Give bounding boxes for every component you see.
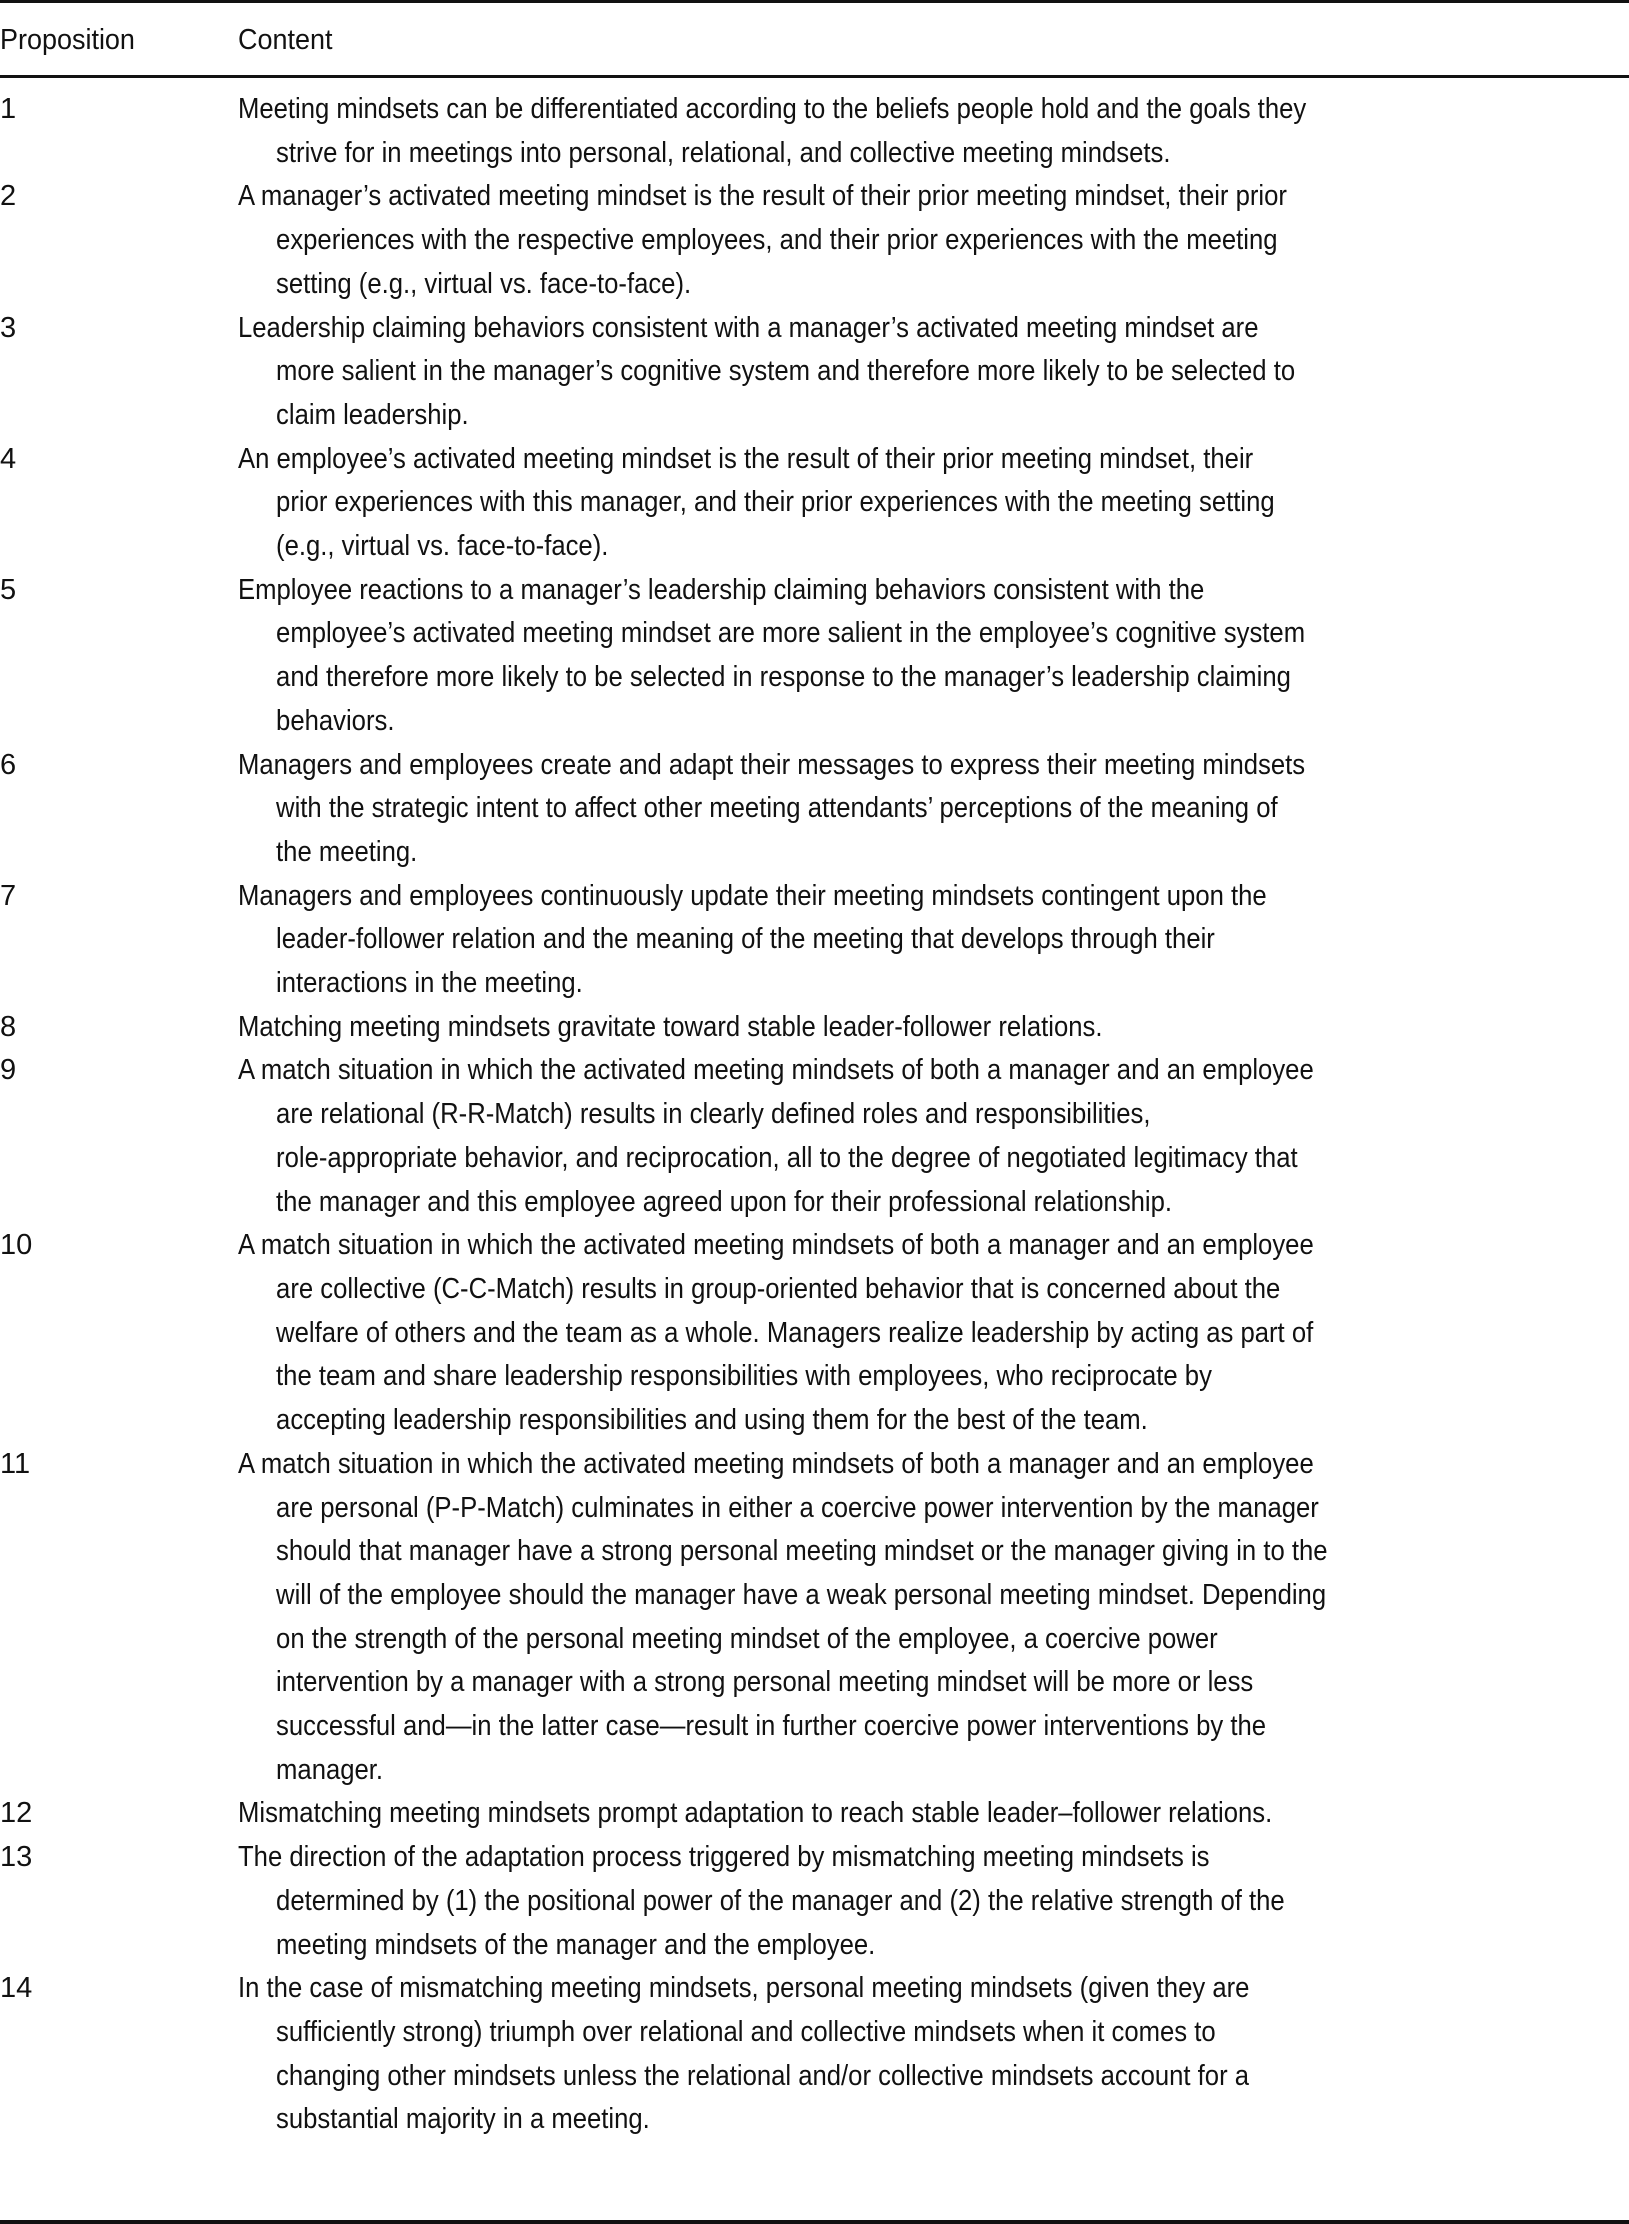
proposition-content xyxy=(238,875,1629,1006)
content-line: Meeting mindsets can be differentiated according to the beliefs people hold and the goals they xyxy=(238,93,1307,125)
proposition-content xyxy=(238,744,1629,875)
content-line: claim leadership. xyxy=(276,398,469,431)
proposition-content xyxy=(238,1836,1629,1967)
content-line: are relational (R-R-Match) results in clearly defined roles and responsibilities, xyxy=(276,1098,1151,1131)
content-line: should that manager have a strong personal meeting mindset or the manager giving in to the xyxy=(276,1535,1328,1568)
content-line: role-appropriate behavior, and reciprocation, all to the degree of negotiated legitimacy that xyxy=(276,1141,1298,1174)
content-line: A match situation in which the activated meeting mindsets of both a manager and an employee xyxy=(238,1229,1314,1262)
table-row xyxy=(0,1967,1629,2142)
proposition-content xyxy=(238,1792,1629,1836)
proposition-number: 11 xyxy=(0,1447,31,1480)
table-row xyxy=(0,438,1629,569)
content-line: the team and share leadership responsibilities with employees, who reciprocate by xyxy=(276,1360,1212,1393)
table-row xyxy=(0,1224,1629,1443)
header-proposition: Proposition xyxy=(0,24,135,56)
content-line: determined by (1) the positional power of the manager and (2) the relative strength of the xyxy=(276,1884,1285,1917)
content-line: Leadership claiming behaviors consistent with a manager’s activated meeting mindset are xyxy=(238,311,1259,344)
table-header-row xyxy=(0,18,1629,68)
content-line: The direction of the adaptation process triggered by mismatching meeting mindsets is xyxy=(238,1841,1210,1874)
content-line: meeting mindsets of the manager and the employee. xyxy=(276,1928,876,1961)
content-line: successful and—in the latter case—result in further coercive power interventions by the xyxy=(276,1710,1267,1743)
proposition-number: 9 xyxy=(0,1054,17,1087)
content-line: Managers and employees continuously update their meeting mindsets contingent upon the xyxy=(238,879,1267,912)
content-line: the meeting. xyxy=(276,835,418,868)
proposition-number: 2 xyxy=(0,180,17,213)
content-line: behaviors. xyxy=(276,704,395,737)
proposition-content xyxy=(238,307,1629,438)
table-body xyxy=(0,88,1629,2142)
table-row xyxy=(0,1006,1629,1050)
content-line: setting (e.g., virtual vs. face-to-face). xyxy=(276,267,692,300)
proposition-content xyxy=(238,569,1629,744)
proposition-content xyxy=(238,1224,1629,1443)
table-row xyxy=(0,1792,1629,1836)
content-line: Mismatching meeting mindsets prompt adaptation to reach stable leader–follower relations. xyxy=(238,1797,1273,1830)
table-row xyxy=(0,1443,1629,1793)
proposition-number: 1 xyxy=(0,93,17,125)
proposition-content xyxy=(238,175,1629,306)
proposition-content xyxy=(238,1006,1629,1050)
content-line: intervention by a manager with a strong personal meeting mindset will be more or less xyxy=(276,1666,1254,1699)
content-line: changing other mindsets unless the relational and/or collective mindsets account for a xyxy=(276,2059,1250,2092)
table-row xyxy=(0,875,1629,1006)
content-line: prior experiences with this manager, and their prior experiences with the meeting setting xyxy=(276,486,1275,519)
header-content: Content xyxy=(238,24,333,56)
content-line: substantial majority in a meeting. xyxy=(276,2103,650,2136)
content-line: employee’s activated meeting mindset are more salient in the employee’s cognitive system xyxy=(276,617,1306,650)
content-line: strive for in meetings into personal, relational, and collective meeting mindsets. xyxy=(276,136,1171,169)
content-line: An employee’s activated meeting mindset is the result of their prior meeting mindset, their xyxy=(238,442,1254,475)
content-line: more salient in the manager’s cognitive system and therefore more likely to be selected to xyxy=(276,355,1296,388)
content-line: the manager and this employee agreed upon for their professional relationship. xyxy=(276,1185,1173,1218)
proposition-content xyxy=(238,1049,1629,1224)
proposition-number: 3 xyxy=(0,311,17,344)
table-bottom-rule xyxy=(0,2220,1629,2224)
table-row xyxy=(0,175,1629,306)
content-line: accepting leadership responsibilities and using them for the best of the team. xyxy=(276,1404,1148,1437)
table-row xyxy=(0,1836,1629,1967)
proposition-content xyxy=(238,1443,1629,1793)
content-line: Employee reactions to a manager’s leadership claiming behaviors consistent with the xyxy=(238,573,1205,606)
table-top-rule xyxy=(0,0,1629,3)
content-line: and therefore more likely to be selected in response to the manager’s leadership claiming xyxy=(276,661,1291,694)
content-line: A match situation in which the activated meeting mindsets of both a manager and an employee xyxy=(238,1447,1314,1480)
content-line: sufficiently strong) triumph over relational and collective mindsets when it comes to xyxy=(276,2015,1216,2048)
content-line: on the strength of the personal meeting mindset of the employee, a coercive power xyxy=(276,1622,1218,1655)
content-line: will of the employee should the manager have a weak personal meeting mindset. Depending xyxy=(276,1578,1327,1611)
proposition-content xyxy=(238,438,1629,569)
content-line: interactions in the meeting. xyxy=(276,967,583,1000)
content-line: with the strategic intent to affect other meeting attendants’ perceptions of the meaning of xyxy=(276,792,1278,825)
proposition-number: 6 xyxy=(0,748,17,781)
proposition-number: 8 xyxy=(0,1010,17,1043)
proposition-number: 10 xyxy=(0,1229,33,1262)
proposition-number: 14 xyxy=(0,1972,33,2005)
table-row xyxy=(0,569,1629,744)
proposition-number: 12 xyxy=(0,1797,33,1830)
content-line: (e.g., virtual vs. face-to-face). xyxy=(276,530,609,563)
content-line: are personal (P-P-Match) culminates in either a coercive power intervention by the manager xyxy=(276,1491,1319,1524)
table-row xyxy=(0,307,1629,438)
proposition-number: 4 xyxy=(0,442,17,475)
proposition-number: 5 xyxy=(0,573,17,606)
proposition-content xyxy=(238,88,1629,175)
content-line: welfare of others and the team as a whole. Managers realize leadership by acting as part of xyxy=(276,1316,1314,1349)
content-line: Managers and employees create and adapt their messages to express their meeting mindsets xyxy=(238,748,1306,781)
content-line: experiences with the respective employees, and their prior experiences with the meeting xyxy=(276,224,1278,257)
content-line: In the case of mismatching meeting mindsets, personal meeting mindsets (given they are xyxy=(238,1972,1250,2005)
proposition-number: 13 xyxy=(0,1841,33,1874)
content-line: leader-follower relation and the meaning of the meeting that develops through their xyxy=(276,923,1215,956)
table-row xyxy=(0,744,1629,875)
table-row xyxy=(0,88,1629,175)
content-line: are collective (C-C-Match) results in group-oriented behavior that is concerned about the xyxy=(276,1272,1281,1305)
content-line: A match situation in which the activated meeting mindsets of both a manager and an employee xyxy=(238,1054,1314,1087)
proposition-number: 7 xyxy=(0,879,17,912)
table-row xyxy=(0,1049,1629,1224)
content-line: manager. xyxy=(276,1753,384,1786)
proposition-content xyxy=(238,1967,1629,2142)
content-line: A manager’s activated meeting mindset is the result of their prior meeting mindset, their prior xyxy=(238,180,1287,213)
table-header-rule xyxy=(0,75,1629,78)
content-line: Matching meeting mindsets gravitate toward stable leader-follower relations. xyxy=(238,1010,1103,1043)
